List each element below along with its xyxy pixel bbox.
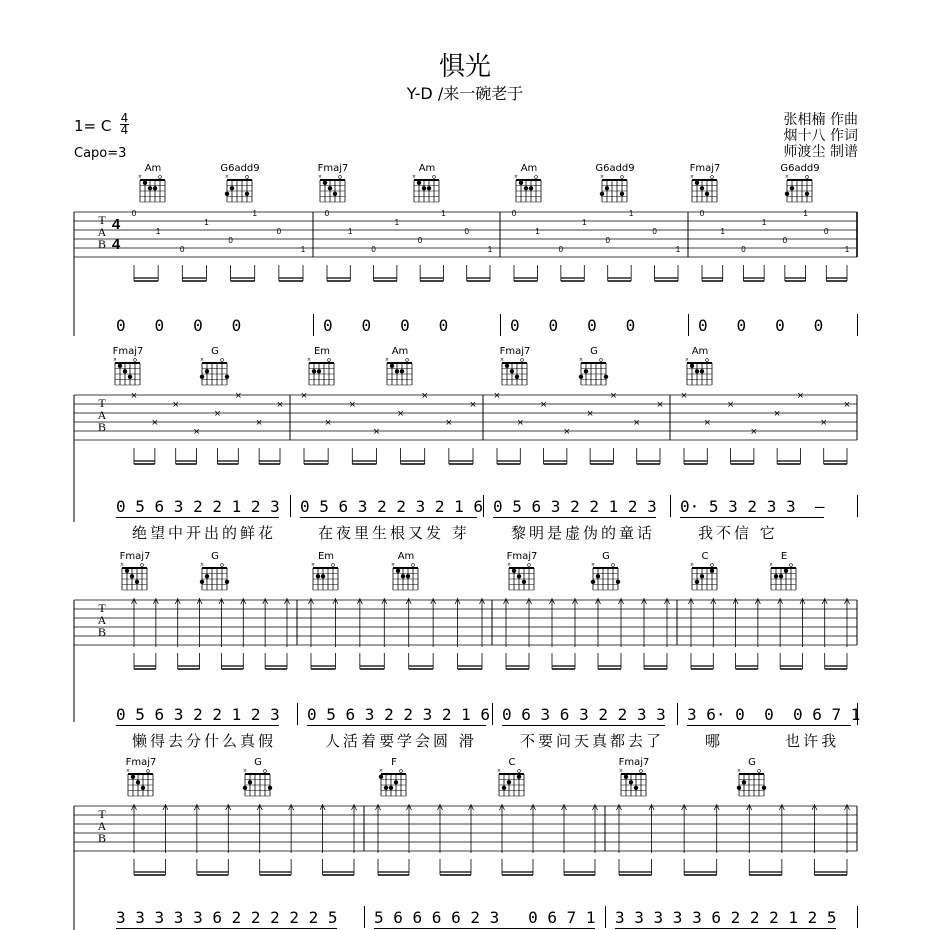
- svg-text:×: ×: [306, 357, 312, 363]
- chord-diagram-em: [302, 551, 350, 592]
- page-title: 惧光: [438, 52, 491, 82]
- tab-fret-number: 0: [782, 236, 788, 245]
- tab-mute-mark: ×: [773, 408, 781, 420]
- tab-mute-mark: ×: [586, 408, 594, 420]
- tab-time-signature: 4: [111, 236, 121, 253]
- tab-mute-mark: ×: [610, 390, 617, 402]
- tab-mute-mark: ×: [130, 390, 138, 402]
- chord-name: F: [391, 757, 397, 768]
- jianpu-beam: [116, 517, 279, 518]
- tab-clef-letter: T: [98, 601, 106, 615]
- chord-grid: [683, 357, 717, 387]
- key-signature: 1= C: [74, 117, 112, 135]
- chord-grid: [136, 174, 170, 204]
- tab-mute-mark: ×: [750, 426, 758, 438]
- tab-mute-mark: ×: [300, 390, 308, 402]
- tab-fret-number: 1: [487, 245, 493, 254]
- tab-fret-number: 1: [394, 218, 400, 227]
- chord-diagram-g: [234, 757, 282, 798]
- tab-fret-number: 1: [300, 245, 306, 254]
- tab-fret-number: 0: [324, 209, 330, 218]
- jianpu-measure: 0 5 6 3 2 2 3 2 1 6: [307, 705, 491, 724]
- chord-diagram-fmaj7: [681, 163, 729, 204]
- chord-grid: [241, 768, 275, 798]
- chord-grid: [383, 357, 417, 387]
- jianpu-beam: [615, 928, 836, 929]
- chord-diagram-f: [370, 757, 418, 798]
- tab-clef-letter: T: [98, 807, 106, 821]
- chord-name: Em: [317, 551, 335, 562]
- tab-mute-mark: ×: [727, 399, 734, 411]
- tab-mute-mark: ×: [797, 390, 804, 402]
- chord-name: Fmaj7: [499, 346, 531, 357]
- svg-text:×: ×: [137, 174, 143, 180]
- tab-clef-letter: A: [97, 408, 107, 422]
- chord-name: G: [590, 346, 598, 357]
- chord-grid: [316, 174, 350, 204]
- chord-grid: [783, 174, 817, 204]
- chord-diagram-g6add9: [776, 163, 824, 204]
- jianpu-measure: 3 3 3 3 3 6 2 2 2 2 2 5: [116, 908, 338, 927]
- jianpu-bar-line: [492, 703, 493, 725]
- jianpu-measure: 3 6· 0 0 0 6 7 1: [687, 705, 861, 724]
- jianpu-beam: [680, 517, 824, 518]
- credit-lyricist: 烟十八 作词: [783, 128, 858, 144]
- chord-diagram-am: [376, 346, 424, 387]
- svg-text:×: ×: [736, 768, 742, 774]
- chord-grid: [498, 357, 532, 387]
- chord-diagram-c: [488, 757, 536, 798]
- tab-mute-mark: ×: [633, 417, 640, 429]
- lyric-line: 不要问天真都去了: [520, 732, 665, 750]
- jianpu-end-bar: [857, 906, 858, 928]
- chord-name: Fmaj7: [112, 346, 144, 357]
- tab-mute-mark: ×: [151, 417, 159, 429]
- credit-composer: 张相楠 作曲: [783, 112, 858, 128]
- tab-fret-number: 0: [511, 209, 517, 218]
- jianpu-bar-line: [313, 314, 314, 336]
- tab-fret-number: 0: [371, 245, 376, 254]
- jianpu-measure: 5 6 6 6 6 2 3 0 6 7 1: [374, 908, 596, 927]
- tab-mute-mark: ×: [493, 390, 501, 402]
- tab-fret-number: 0: [741, 245, 746, 254]
- chord-diagram-c: [681, 551, 729, 592]
- chord-grid: [577, 357, 611, 387]
- svg-text:×: ×: [125, 768, 131, 774]
- jianpu-beam: [116, 725, 279, 726]
- svg-text:×: ×: [119, 562, 125, 568]
- tab-mute-mark: ×: [421, 390, 428, 402]
- chord-diagram-am: [382, 551, 430, 592]
- tab-fret-number: 1: [803, 209, 808, 218]
- jianpu-beam: [374, 928, 595, 929]
- jianpu-end-bar: [857, 314, 858, 336]
- tab-mute-mark: ×: [843, 399, 851, 411]
- chord-grid: [505, 562, 539, 592]
- chord-diagram-am: [676, 346, 724, 387]
- chord-name: Am: [391, 346, 409, 357]
- jianpu-measure: 0 0 0 0: [510, 316, 636, 335]
- chord-grid: [111, 357, 145, 387]
- tab-time-signature: 4: [111, 216, 121, 233]
- lyric-line: 在夜里生根又发 芽: [318, 524, 470, 542]
- chord-grid: [223, 174, 257, 204]
- chord-diagram-g: [191, 346, 239, 387]
- jianpu-measure: 0 6 3 6 3 2 2 3 3: [502, 705, 666, 724]
- tab-mute-mark: ×: [172, 399, 179, 411]
- tab-fret-number: 1: [675, 245, 681, 254]
- chord-name: Am: [397, 551, 415, 562]
- jianpu-bar-line: [677, 703, 678, 725]
- chord-grid: [198, 562, 232, 592]
- tab-fret-number: 0: [699, 209, 705, 218]
- tab-mute-mark: ×: [324, 417, 332, 429]
- chord-grid: [389, 562, 423, 592]
- jianpu-bar-line: [605, 906, 606, 928]
- chord-grid: [309, 562, 343, 592]
- tab-fret-number: 1: [628, 209, 634, 218]
- chord-diagram-fmaj7: [309, 163, 357, 204]
- chord-name: Fmaj7: [618, 757, 650, 768]
- tab-clef-letter: T: [98, 213, 106, 227]
- chord-name: C: [508, 757, 516, 768]
- chord-name: Em: [313, 346, 331, 357]
- tab-mute-mark: ×: [656, 399, 664, 411]
- chord-name: Fmaj7: [506, 551, 538, 562]
- tab-fret-number: 0: [228, 236, 233, 245]
- tab-mute-mark: ×: [680, 390, 688, 402]
- tab-fret-number: 0: [605, 236, 610, 245]
- tab-mute-mark: ×: [445, 417, 453, 429]
- tab-mute-mark: ×: [235, 390, 242, 402]
- tab-mute-mark: ×: [214, 408, 221, 420]
- tab-fret-number: 0: [464, 227, 469, 236]
- tab-mute-mark: ×: [193, 426, 200, 438]
- jianpu-measure: 0 5 6 3 2 2 3 2 1 6: [300, 497, 484, 516]
- jianpu-end-bar: [857, 495, 858, 517]
- capo-label: Capo=3: [74, 146, 127, 161]
- tab-fret-number: 0: [652, 227, 657, 236]
- svg-text:×: ×: [590, 562, 596, 568]
- chord-grid: [118, 562, 152, 592]
- lyric-line: 黎明是虚伪的童话: [511, 524, 656, 542]
- tab-fret-number: 1: [844, 245, 850, 254]
- jianpu-bar-line: [483, 495, 484, 517]
- tab-fret-number: 1: [441, 209, 446, 218]
- chord-name: Am: [691, 346, 709, 357]
- chord-name: Fmaj7: [119, 551, 151, 562]
- tab-mute-mark: ×: [276, 399, 284, 411]
- tab-mute-mark: ×: [469, 399, 477, 411]
- chord-name: Fmaj7: [125, 757, 157, 768]
- jianpu-bar-line: [290, 495, 291, 517]
- page-subtitle: Y-D /来一碗老于: [406, 84, 524, 103]
- tab-clef-letter: B: [97, 420, 107, 434]
- chord-grid: [688, 562, 722, 592]
- chord-name: Am: [520, 163, 538, 174]
- chord-grid: [589, 562, 623, 592]
- tab-mute-mark: ×: [349, 399, 356, 411]
- chord-grid: [495, 768, 529, 798]
- jianpu-beam: [300, 517, 477, 518]
- tab-fret-number: 0: [180, 245, 185, 254]
- tab-fret-number: 0: [276, 227, 282, 236]
- svg-text:×: ×: [784, 174, 790, 180]
- jianpu-bar-line: [500, 314, 501, 336]
- jianpu-end-bar: [857, 703, 858, 725]
- chord-grid: [512, 174, 546, 204]
- tab-fret-number: 1: [252, 209, 257, 218]
- chord-grid: [767, 562, 801, 592]
- svg-text:×: ×: [618, 768, 624, 774]
- chord-grid: [617, 768, 651, 798]
- chord-grid: [198, 357, 232, 387]
- chord-name: Am: [144, 163, 162, 174]
- tab-mute-mark: ×: [517, 417, 524, 429]
- tab-fret-number: 1: [348, 227, 353, 236]
- lyric-line: 懒得去分什么真假: [132, 732, 277, 750]
- svg-text:×: ×: [499, 357, 505, 363]
- chord-grid: [305, 357, 339, 387]
- lyric-line: 哪 也许我: [705, 732, 840, 750]
- chord-name: G: [748, 757, 756, 768]
- jianpu-measure: 0 5 6 3 2 2 1 2 3: [116, 705, 280, 724]
- chord-diagram-am: [129, 163, 177, 204]
- jianpu-measure: 0 0 0 0: [323, 316, 449, 335]
- chord-name: Fmaj7: [689, 163, 721, 174]
- chord-diagram-fmaj7: [610, 757, 658, 798]
- chord-name: Am: [418, 163, 436, 174]
- jianpu-beam: [502, 725, 665, 726]
- chord-grid: [124, 768, 158, 798]
- chord-diagram-fmaj7: [117, 757, 165, 798]
- svg-text:×: ×: [224, 174, 230, 180]
- svg-text:×: ×: [578, 357, 584, 363]
- tab-fret-number: 1: [720, 227, 725, 236]
- tab-clef-letter: B: [97, 831, 107, 845]
- tab-fret-number: 1: [761, 218, 767, 227]
- chord-diagram-fmaj7: [104, 346, 152, 387]
- jianpu-bar-line: [364, 906, 365, 928]
- chord-grid: [377, 768, 411, 798]
- chord-grid: [598, 174, 632, 204]
- svg-text:×: ×: [317, 174, 323, 180]
- jianpu-measure: 3 3 3 3 3 6 2 2 2 1 2 5: [615, 908, 837, 927]
- chord-diagram-am: [505, 163, 553, 204]
- svg-text:×: ×: [378, 768, 384, 774]
- lyric-line: 人活着要学会圆 滑: [325, 732, 477, 750]
- chord-grid: [735, 768, 769, 798]
- chord-diagram-g: [582, 551, 630, 592]
- svg-text:×: ×: [768, 562, 774, 568]
- chord-diagram-fmaj7: [498, 551, 546, 592]
- chord-diagram-g6add9: [216, 163, 264, 204]
- tab-mute-mark: ×: [563, 426, 571, 438]
- svg-text:×: ×: [384, 357, 390, 363]
- tab-clef-letter: A: [97, 613, 107, 627]
- lyric-line: 绝望中开出的鲜花: [132, 524, 277, 542]
- chord-name: E: [780, 551, 788, 562]
- chord-diagram-g: [191, 551, 239, 592]
- svg-text:×: ×: [513, 174, 519, 180]
- tab-mute-mark: ×: [704, 417, 711, 429]
- tab-mute-mark: ×: [540, 399, 547, 411]
- svg-text:×: ×: [199, 562, 205, 568]
- tab-clef-letter: B: [97, 237, 107, 251]
- chord-diagram-em: [298, 346, 346, 387]
- tab-fret-number: 0: [824, 227, 829, 236]
- tab-clef-letter: T: [98, 396, 106, 410]
- chord-diagram-fmaj7: [111, 551, 159, 592]
- svg-text:×: ×: [599, 174, 605, 180]
- chord-name: G: [211, 346, 219, 357]
- time-signature-top: 4: [120, 111, 129, 125]
- tab-mute-mark: ×: [397, 408, 404, 420]
- tab-fret-number: 1: [535, 227, 540, 236]
- svg-text:×: ×: [411, 174, 417, 180]
- svg-text:×: ×: [390, 562, 396, 568]
- chord-name: C: [701, 551, 709, 562]
- jianpu-bar-line: [297, 703, 298, 725]
- jianpu-bar-line: [670, 495, 671, 517]
- chord-grid: [410, 174, 444, 204]
- jianpu-beam: [307, 725, 486, 726]
- time-signature-bottom: 4: [120, 123, 129, 137]
- chord-name: G: [211, 551, 219, 562]
- chord-name: G: [254, 757, 262, 768]
- jianpu-measure: 0 0 0 0: [116, 316, 242, 335]
- chord-diagram-e: [760, 551, 808, 592]
- svg-text:×: ×: [242, 768, 248, 774]
- jianpu-beam: [687, 725, 851, 726]
- svg-text:×: ×: [506, 562, 512, 568]
- chord-grid: [688, 174, 722, 204]
- chord-name: G: [602, 551, 610, 562]
- tab-fret-number: 0: [417, 236, 423, 245]
- jianpu-measure: 0 5 6 3 2 2 1 2 3: [493, 497, 657, 516]
- chord-diagram-g: [570, 346, 618, 387]
- chord-diagram-am: [403, 163, 451, 204]
- jianpu-beam: [493, 517, 656, 518]
- tab-mute-mark: ×: [255, 417, 263, 429]
- tab-clef-letter: A: [97, 819, 107, 833]
- tab-mute-mark: ×: [820, 417, 827, 429]
- lyric-line: 我不信 它: [698, 524, 778, 542]
- tab-fret-number: 0: [558, 245, 564, 254]
- tab-clef-letter: A: [97, 225, 107, 239]
- svg-text:×: ×: [496, 768, 502, 774]
- chord-name: G6add9: [220, 163, 260, 174]
- chord-name: Fmaj7: [317, 163, 349, 174]
- svg-text:×: ×: [689, 174, 695, 180]
- svg-text:×: ×: [199, 357, 205, 363]
- tab-fret-number: 1: [155, 227, 161, 236]
- svg-text:×: ×: [112, 357, 118, 363]
- chord-diagram-fmaj7: [491, 346, 539, 387]
- chord-name: G6add9: [780, 163, 820, 174]
- tab-mute-mark: ×: [373, 426, 380, 438]
- jianpu-measure: 0 5 6 3 2 2 1 2 3: [116, 497, 280, 516]
- credit-arranger: 师渡尘 制谱: [783, 144, 858, 160]
- jianpu-bar-line: [688, 314, 689, 336]
- tab-fret-number: 1: [582, 218, 587, 227]
- svg-text:×: ×: [310, 562, 316, 568]
- chord-name: G6add9: [595, 163, 635, 174]
- jianpu-measure: 0 0 0 0: [698, 316, 824, 335]
- chord-diagram-g: [728, 757, 776, 798]
- tab-clef-letter: B: [97, 625, 107, 639]
- tab-fret-number: 1: [204, 218, 209, 227]
- jianpu-beam: [116, 928, 337, 929]
- svg-text:×: ×: [684, 357, 690, 363]
- jianpu-measure: 0· 5 3 2 3 3 –: [680, 497, 825, 516]
- tab-fret-number: 0: [131, 209, 137, 218]
- chord-diagram-g6add9: [591, 163, 639, 204]
- svg-text:×: ×: [689, 562, 695, 568]
